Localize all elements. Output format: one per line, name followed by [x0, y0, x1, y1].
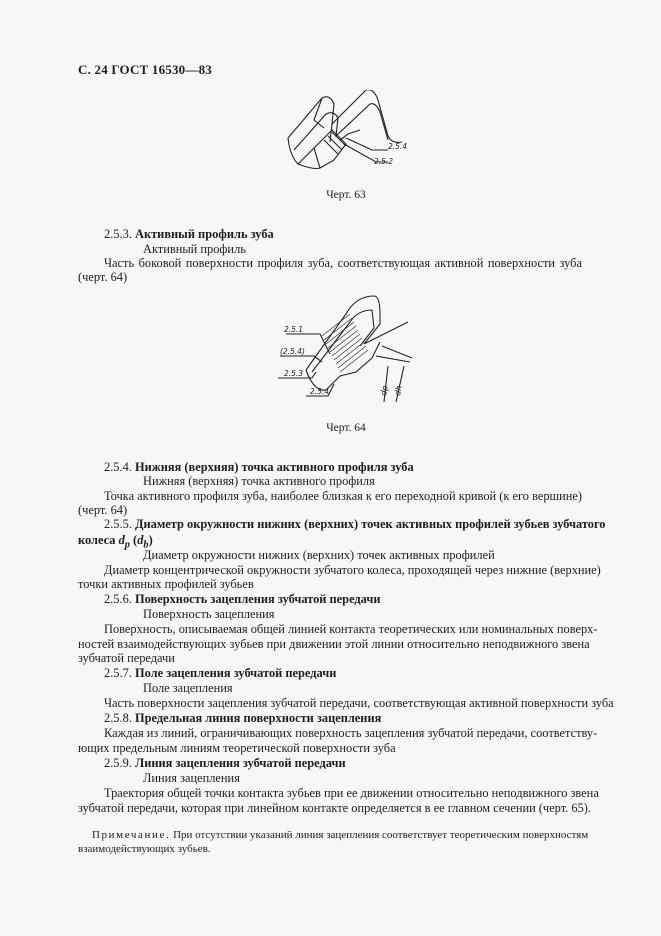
section-259-title: Линия зацепления зубчатой передачи [135, 756, 346, 770]
fig63-label-254: 2.5.4 [388, 142, 408, 151]
figure-64-caption: Черт. 64 [326, 422, 366, 434]
section-255-symbol-d: d [118, 533, 125, 547]
section-258-definition-line2: ющих предельным линиям теоретической поверхности зуба [78, 741, 396, 755]
note-text-line2: взаимодействующих зубьев. [78, 843, 211, 855]
section-255-term: Диаметр окружности нижних (верхних) точек активных профилей [143, 548, 495, 562]
figure-63 [270, 90, 430, 180]
section-257-number: 2.5.7. [104, 666, 132, 680]
section-256-title: Поверхность зацепления зубчатой передачи [135, 592, 381, 606]
section-254-title: Нижняя (верхняя) точка активного профиля зуба [135, 460, 414, 474]
section-254-term: Нижняя (верхняя) точка активного профиля [143, 474, 375, 488]
section-255-definition-line2: точки активных профилей зубьев [78, 577, 254, 591]
section-254-definition-line1: Точка активного профиля зуба, наиболее близкая к его переходной кривой (к его вершине) [104, 489, 582, 503]
section-255-symbol-d2: d [137, 533, 144, 547]
section-258-number: 2.5.8. [104, 711, 132, 725]
page-header: С. 24 ГОСТ 16530—83 [78, 62, 212, 77]
section-255-title-line2: колеса [78, 533, 116, 547]
fig64-label-dh: dh [393, 384, 404, 397]
section-258-title: Предельная линия поверхности зацепления [135, 711, 382, 725]
fig63-label-252: 2.5.2 [374, 157, 394, 166]
section-257-definition-line1: Часть поверхности зацепления зубчатой передачи, соответствующая активной поверхности зуба [104, 696, 614, 710]
section-253-number: 2.5.3. [104, 227, 132, 241]
fig64-label-254-paren: (2.5.4) [280, 347, 305, 356]
fig64-label-251: 2.5.1 [284, 325, 304, 334]
section-256-definition-line1: Поверхность, описываемая общей линией контакта теоретических или номинальных поверх- [104, 622, 598, 636]
section-259-term: Линия зацепления [143, 771, 240, 785]
section-253-definition-line1: Часть боковой поверхности профиля зуба, соответствующая активной поверхности зуба [104, 256, 582, 270]
section-256-definition-line3: зубчатой передачи [78, 651, 175, 665]
section-257-term: Поле зацепления [143, 681, 233, 695]
section-254-number: 2.5.4. [104, 460, 132, 474]
section-257-title: Поле зацепления зубчатой передачи [135, 666, 337, 680]
section-255-title-line1: Диаметр окружности нижних (верхних) точек активных профилей зубьев зубчатого [135, 517, 606, 531]
fig64-label-253: 2.5.3 [284, 369, 304, 378]
section-254-definition-line2: (черт. 64) [78, 503, 128, 517]
section-255-symbol-p: p [124, 539, 130, 551]
section-259-number: 2.5.9. [104, 756, 132, 770]
section-259-definition-line2: зубчатой передачи, которая при линейном контакте определяется в ее главном сечении (черт. 65). [78, 801, 591, 815]
section-256-definition-line2: ностей взаимодействующих зубьев при движении этой линии относительно неподвижного звена [78, 637, 590, 651]
fig64-label-dp: dp [379, 384, 390, 397]
section-253-term: Активный профиль [143, 242, 246, 256]
section-253-definition-line2: (черт. 64) [78, 270, 128, 284]
fig64-label-254: 2.5.4 [310, 387, 330, 396]
section-259-definition-line1: Траектория общей точки контакта зубьев при ее движении относительно неподвижного звена [104, 786, 599, 800]
note-label: Примечание. [92, 829, 171, 841]
section-258-definition-line1: Каждая из линий, ограничивающих поверхность зацепления зубчатой передачи, соответству- [104, 726, 598, 740]
figure-63-caption: Черт. 63 [326, 189, 366, 201]
note-text-line1: При отсутствии указаний линия зацепления соответствует теоретическим поверхностям [173, 829, 589, 841]
figure-64 [276, 292, 426, 404]
section-256-number: 2.5.6. [104, 592, 132, 606]
section-253-title: Активный профиль зуба [135, 227, 274, 241]
section-255-symbol-b: b [143, 539, 149, 551]
section-255-number: 2.5.5. [104, 517, 132, 531]
section-256-term: Поверхность зацепления [143, 607, 275, 621]
section-255-definition-line1: Диаметр концентрической окружности зубчатого колеса, проходящей через нижние (верхние) [104, 563, 601, 577]
